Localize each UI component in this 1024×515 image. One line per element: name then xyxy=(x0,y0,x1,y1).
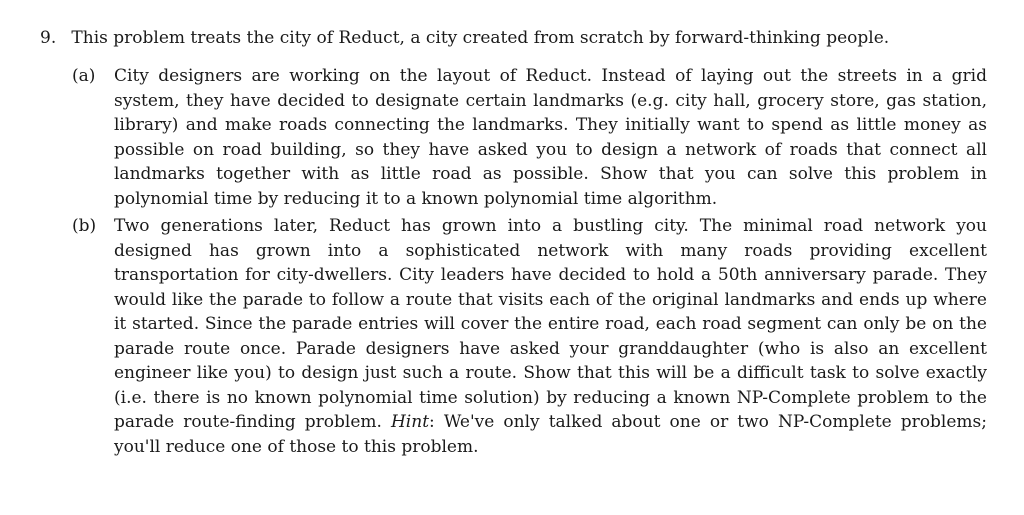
problem-intro: This problem treats the city of Reduct, a city created from scratch by forward-thinking people. xyxy=(71,28,890,48)
hint-label: Hint xyxy=(390,412,430,432)
part-b-text: Two generations later, Reduct has grown into a bustling city. The minimal road network you designed has grown into a sophisticated network with many roads providing excellent transportation for city-dwellers. City leaders have decided to hold a 50th anniversary parade. They would like the parade to follow a route that visits each of the original landmarks and ends up where it started. Since the parade entries will cover the entire road, each road segment can only be on the parade route once. Parade designers have asked your granddaughter (who is also an excellent engineer like you) to design just such a route. Show that this will be a difficult task to solve exactly (i.e. there is no known polynomial time solution) by reducing a known NP-Complete problem to the parade route-finding problem. xyxy=(114,216,987,432)
part-b xyxy=(72,214,987,459)
hint-text: : We've only talked about one or two NP-Complete problems; you'll reduce one of those to this problem. xyxy=(114,412,987,457)
part-a xyxy=(72,64,987,211)
part-a-text: City designers are working on the layout of Reduct. Instead of laying out the streets in a grid system, they have decided to designate certain landmarks (e.g. city hall, grocery store, gas station, library) and make roads connecting the landmarks. They initially want to spend as little money as possible on road building, so they have asked you to design a network of roads that connect all landmarks together with as little road as possible. Show that you can solve this problem in polynomial time by reducing it to a known polynomial time algorithm. xyxy=(114,66,987,209)
problem-9-heading xyxy=(40,26,990,50)
problem-number: 9. xyxy=(40,28,57,48)
part-a-marker: (a) xyxy=(72,66,96,86)
part-b-marker: (b) xyxy=(72,216,97,236)
part-b-body xyxy=(114,214,987,459)
